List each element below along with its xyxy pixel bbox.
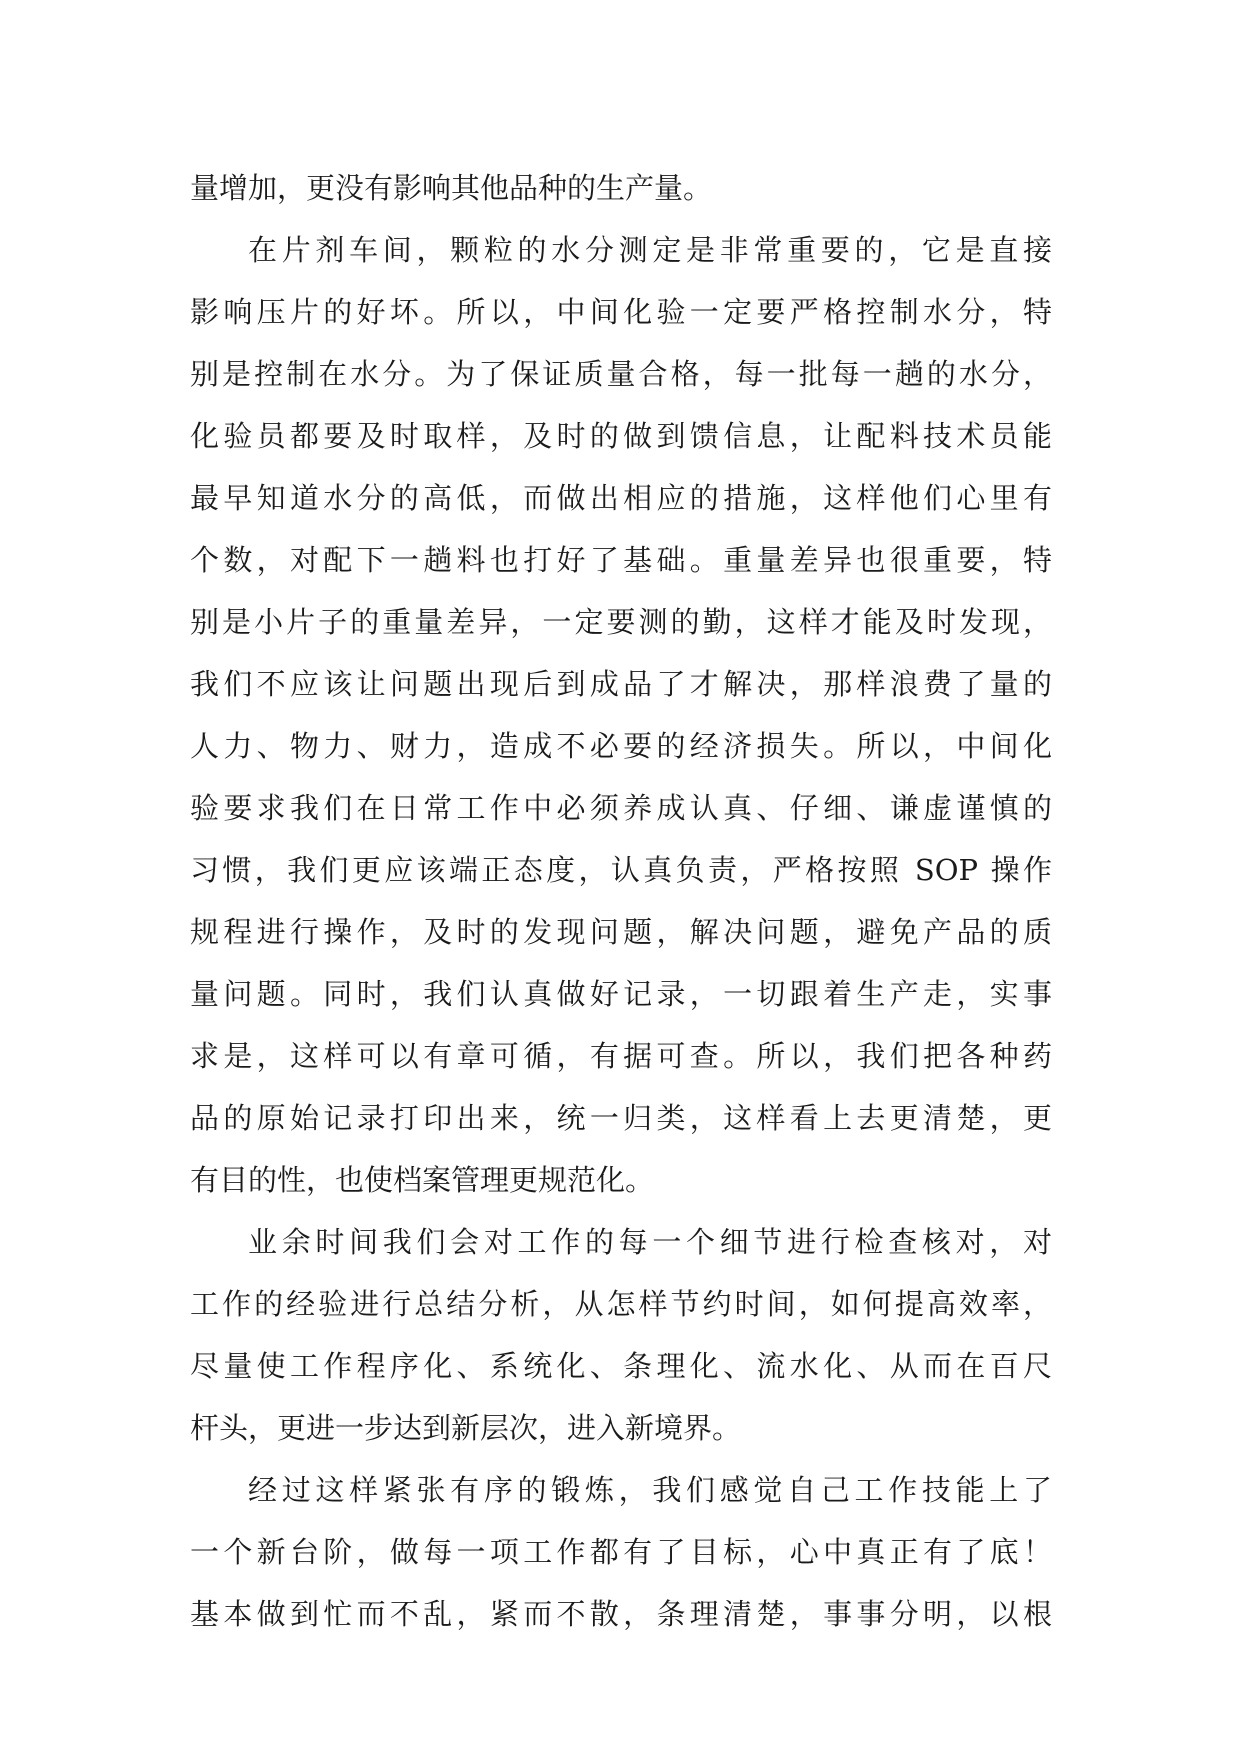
text-line: 人力、物力、财力，造成不必要的经济损失。所以，中间化 xyxy=(190,729,1052,763)
text-line: 我们不应该让问题出现后到成品了才解决，那样浪费了量的 xyxy=(190,667,1052,701)
text-line: 杆头，更进一步达到新层次，进入新境界。 xyxy=(190,1411,742,1445)
text-line: 求是，这样可以有章可循，有据可查。所以，我们把各种药 xyxy=(190,1039,1052,1073)
text-line: 规程进行操作，及时的发现问题，解决问题，避免产品的质 xyxy=(190,915,1052,949)
text-line: 品的原始记录打印出来，统一归类，这样看上去更清楚，更 xyxy=(190,1101,1052,1135)
text-line: 最早知道水分的高低，而做出相应的措施，这样他们心里有 xyxy=(190,481,1052,515)
paragraph xyxy=(190,1211,1052,1459)
text-line: 一个新台阶，做每一项工作都有了目标，心中真正有了底！ xyxy=(190,1535,1052,1569)
text-line: 别是小片子的重量差异，一定要测的勤，这样才能及时发现， xyxy=(190,605,1052,639)
text-line: 个数，对配下一趟料也打好了基础。重量差异也很重要，特 xyxy=(190,543,1052,577)
text-line: 基本做到忙而不乱，紧而不散，条理清楚，事事分明，以根 xyxy=(190,1597,1052,1631)
text-line: 经过这样紧张有序的锻炼，我们感觉自己工作技能上了 xyxy=(248,1473,1052,1507)
document-body xyxy=(190,157,1052,1645)
paragraph xyxy=(190,1459,1052,1645)
text-line: 影响压片的好坏。所以，中间化验一定要严格控制水分，特 xyxy=(190,295,1052,329)
text-line: 在片剂车间，颗粒的水分测定是非常重要的，它是直接 xyxy=(248,233,1052,267)
text-line: 习惯，我们更应该端正态度，认真负责，严格按照 SOP 操作 xyxy=(190,853,1052,887)
text-line: 工作的经验进行总结分析，从怎样节约时间，如何提高效率， xyxy=(190,1287,1052,1321)
text-line: 量增加，更没有影响其他品种的生产量。 xyxy=(190,171,713,205)
text-line: 化验员都要及时取样，及时的做到馈信息，让配料技术员能 xyxy=(190,419,1052,453)
text-line: 有目的性，也使档案管理更规范化。 xyxy=(190,1163,655,1197)
paragraph xyxy=(190,219,1052,1211)
text-line: 尽量使工作程序化、系统化、条理化、流水化、从而在百尺 xyxy=(190,1349,1052,1383)
text-line: 业余时间我们会对工作的每一个细节进行检查核对，对 xyxy=(248,1225,1052,1259)
text-line: 别是控制在水分。为了保证质量合格，每一批每一趟的水分， xyxy=(190,357,1052,391)
text-line: 量问题。同时，我们认真做好记录，一切跟着生产走，实事 xyxy=(190,977,1052,1011)
paragraph xyxy=(190,157,1052,219)
text-line: 验要求我们在日常工作中必须养成认真、仔细、谦虚谨慎的 xyxy=(190,791,1052,825)
